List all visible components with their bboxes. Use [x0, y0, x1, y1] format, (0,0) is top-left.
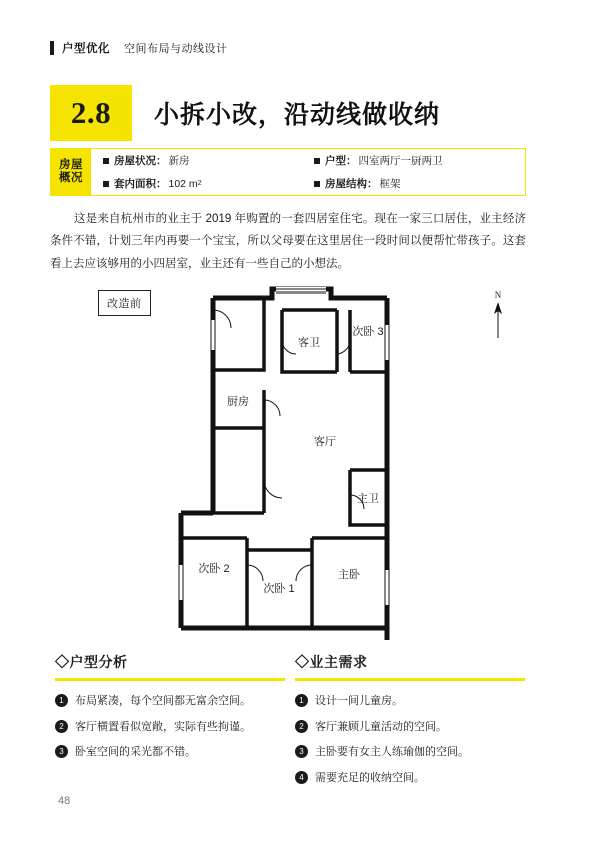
compass-north-label: N	[494, 290, 502, 300]
room-label-bedroom2: 次卧 2	[198, 563, 230, 575]
room-label-bedroom1: 次卧 1	[263, 583, 295, 595]
room-label-living: 客厅	[314, 436, 336, 448]
analysis-list	[55, 693, 285, 761]
header-subtitle: 空间布局与动线设计	[124, 43, 228, 55]
compass-needle-icon	[485, 300, 511, 340]
plan-stage-badge: 改造前	[98, 290, 151, 316]
list-item	[295, 693, 525, 710]
info-value-superscript: 2	[197, 180, 202, 187]
info-label: 房屋状况：	[114, 155, 167, 167]
header-chapter: 户型优化	[62, 43, 110, 55]
list-item	[55, 744, 285, 761]
header-accent-bar	[50, 41, 54, 55]
compass-icon	[485, 290, 511, 340]
needs-title: ◇业主需求	[295, 656, 368, 671]
section-number-badge: 2.8	[50, 85, 132, 141]
house-overview-grid	[91, 149, 525, 195]
list-bullet-2: 2	[295, 720, 308, 733]
house-overview-tag-line2: 概况	[59, 172, 83, 184]
square-bullet-icon	[314, 181, 320, 187]
info-label: 套内面积：	[114, 178, 167, 190]
info-item-area	[103, 176, 314, 191]
list-bullet-3: 3	[55, 745, 68, 758]
needs-item-text: 需要充足的收纳空间。	[315, 771, 425, 784]
info-item-structure	[314, 176, 525, 191]
room-label-kitchen: 厨房	[227, 396, 249, 408]
info-value: 四室两厅一厨两卫	[358, 155, 443, 167]
page-title: 小拆小改，沿动线做收纳	[154, 101, 441, 129]
room-label-master-bedroom: 主卧	[338, 569, 360, 581]
list-bullet-2: 2	[55, 720, 68, 733]
square-bullet-icon	[103, 181, 109, 187]
needs-section	[295, 652, 525, 795]
needs-item-text: 客厅兼顾儿童活动的空间。	[315, 720, 447, 733]
room-label-master-bath: 主卫	[357, 493, 379, 505]
house-overview-box	[50, 148, 526, 196]
house-overview-tag	[51, 149, 91, 195]
info-item-status	[103, 153, 314, 168]
analysis-item-text: 布局紧凑，每个空间都无富余空间。	[75, 695, 251, 707]
analysis-section	[55, 652, 285, 770]
info-value: 框架	[379, 178, 401, 190]
intro-paragraph: 这是来自杭州市的业主于 2019 年购置的一套四居室住宅。现在一家三口居住，业主经济条件不错，计划三年内再要一个宝宝，所以父母要在这里居住一段时间以便帮忙带孩子。这套看上去应该够用的小四居室，业主还有一些自己的小想法。	[50, 213, 526, 270]
floor-plan-drawing	[50, 280, 526, 640]
info-label: 房屋结构：	[325, 178, 378, 190]
info-label: 户型：	[325, 155, 357, 167]
analysis-item-text: 卧室空间的采光都不错。	[75, 746, 196, 758]
list-item	[295, 744, 525, 761]
list-item	[295, 719, 525, 736]
list-bullet-4: 4	[295, 771, 308, 784]
info-item-layout	[314, 153, 525, 168]
analysis-title: ◇户型分析	[55, 656, 128, 671]
list-item	[55, 719, 285, 736]
list-bullet-1: 1	[295, 694, 308, 707]
needs-item-text: 设计一间儿童房。	[315, 695, 403, 707]
square-bullet-icon	[314, 158, 320, 164]
needs-list	[295, 693, 525, 786]
info-value: 新房	[168, 155, 190, 167]
page-header	[50, 40, 228, 56]
house-overview-tag-line1: 房屋	[59, 158, 83, 171]
info-value: 102 m	[168, 177, 198, 190]
section-title-row	[50, 85, 440, 141]
list-item	[295, 770, 525, 787]
list-item	[55, 693, 285, 710]
room-label-guest-bath: 客卫	[298, 337, 320, 349]
list-bullet-3: 3	[295, 745, 308, 758]
floor-plan	[50, 280, 526, 640]
page-number: 48	[58, 795, 71, 807]
square-bullet-icon	[103, 158, 109, 164]
needs-item-text: 主卧要有女主人练瑜伽的空间。	[315, 746, 469, 758]
analysis-item-text: 客厅横置看似宽敞，实际有些拘谨。	[75, 720, 251, 733]
needs-rule	[295, 678, 525, 681]
analysis-rule	[55, 678, 285, 681]
list-bullet-1: 1	[55, 694, 68, 707]
room-label-bedroom3: 次卧 3	[352, 326, 384, 338]
